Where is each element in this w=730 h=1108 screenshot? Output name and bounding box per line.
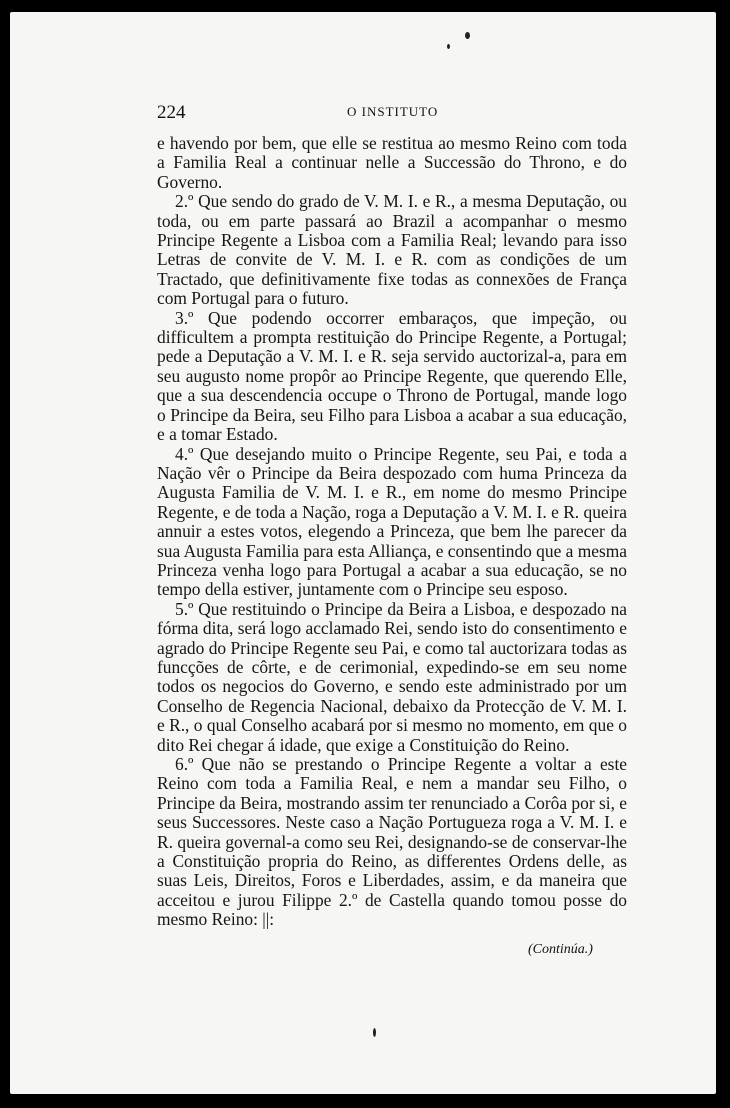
paragraph-item-3: 3.º Que podendo occorrer embaraços, que impeção, ou difficultem a prompta restituição do Principe Regente, a Portugal; pede a Deputação a V. M. I. e R. seja servido auctorizal-a, para em seu augusto nome propôr ao Principe Regente, que querendo Elle, que a sua descendencia occupe o Throno de Portugal, mande logo o Principe da Beira, seu Filho para Lisboa a acabar a sua educação, e a tomar Estado. [157, 307, 627, 445]
ink-speck [447, 44, 450, 49]
ink-speck [465, 32, 470, 39]
page-number: 224 [157, 102, 186, 123]
paragraph-continued: e havendo por bem, que elle se restitua ao mesmo Reino com toda a Familia Real a continuar nelle a Successão do Throno, e do Governo. [157, 133, 627, 192]
paragraph-item-4: 4.º Que desejando muito o Principe Regente, seu Pai, e toda a Nação vêr o Principe da Beira despozado com huma Princeza da Augusta Familia de V. M. I. e R., em nome do mesmo Principe Regente, e de toda a Nação, roga a Deputação a V. M. I. e R. queira annuir a estes votos, elegendo a Princeza, que bem lhe parecer da sua Augusta Familia para esta Alliança, e consentindo que a mesma Princeza venha logo para Portugal a acabar a sua educação, se no tempo della estiver, juntamente com o Principe seu esposo. [157, 443, 627, 600]
paragraph-item-2: 2.º Que sendo do grado de V. M. I. e R., a mesma Deputação, ou toda, ou em parte passará ao Brazil a acompanhar o mesmo Principe Regente a Lisboa com a Familia Real; levando para isso Letras de convite de V. M. I. e R. com as condições de um Tractado, que definitivamente fixe todas as connexões de França com Portugal para o futuro. [157, 191, 627, 309]
paragraph-item-6: 6.º Que não se prestando o Principe Regente a voltar a este Reino com toda a Familia Real, e nem a mandar seu Filho, o Principe da Beira, mostrando assim ter renunciado a Corôa por si, e seus Successores. Neste caso a Nação Portugueza roga a V. M. I. e R. queira governal-a como seu Rei, designando-se de conservar-lhe a Constituição propria do Reino, as differentes Ordens delle, as suas Leis, Direitos, Foros e Liberdades, assim, e da maneira que acceitou e jurou Filippe 2.º de Castella quando tomou posse do mesmo Reino: ||: [157, 754, 627, 930]
ink-speck [373, 1028, 376, 1037]
body-text [157, 134, 627, 930]
paragraph-item-5: 5.º Que restituindo o Principe da Beira a Lisboa, e despozado na fórma dita, será logo acclamado Rei, sendo isto do consentimento e agrado do Principe Regente seu Pai, e como tal auctorizara todas as funcções de côrte, e de cerimonial, expedindo-se em seu nome todos os negocios do Governo, e sendo este administrado por um Conselho de Regencia Nacional, debaixo da Protecção de V. M. I. e R., o qual Conselho acabará por si mesmo no momento, em que o dito Rei chegar á idade, que exige a Constituição do Reino. [157, 598, 627, 755]
page-header [157, 102, 656, 122]
document-page [10, 12, 716, 1094]
running-title: O INSTITUTO [347, 104, 439, 119]
continuation-note: (Continúa.) [528, 942, 593, 957]
